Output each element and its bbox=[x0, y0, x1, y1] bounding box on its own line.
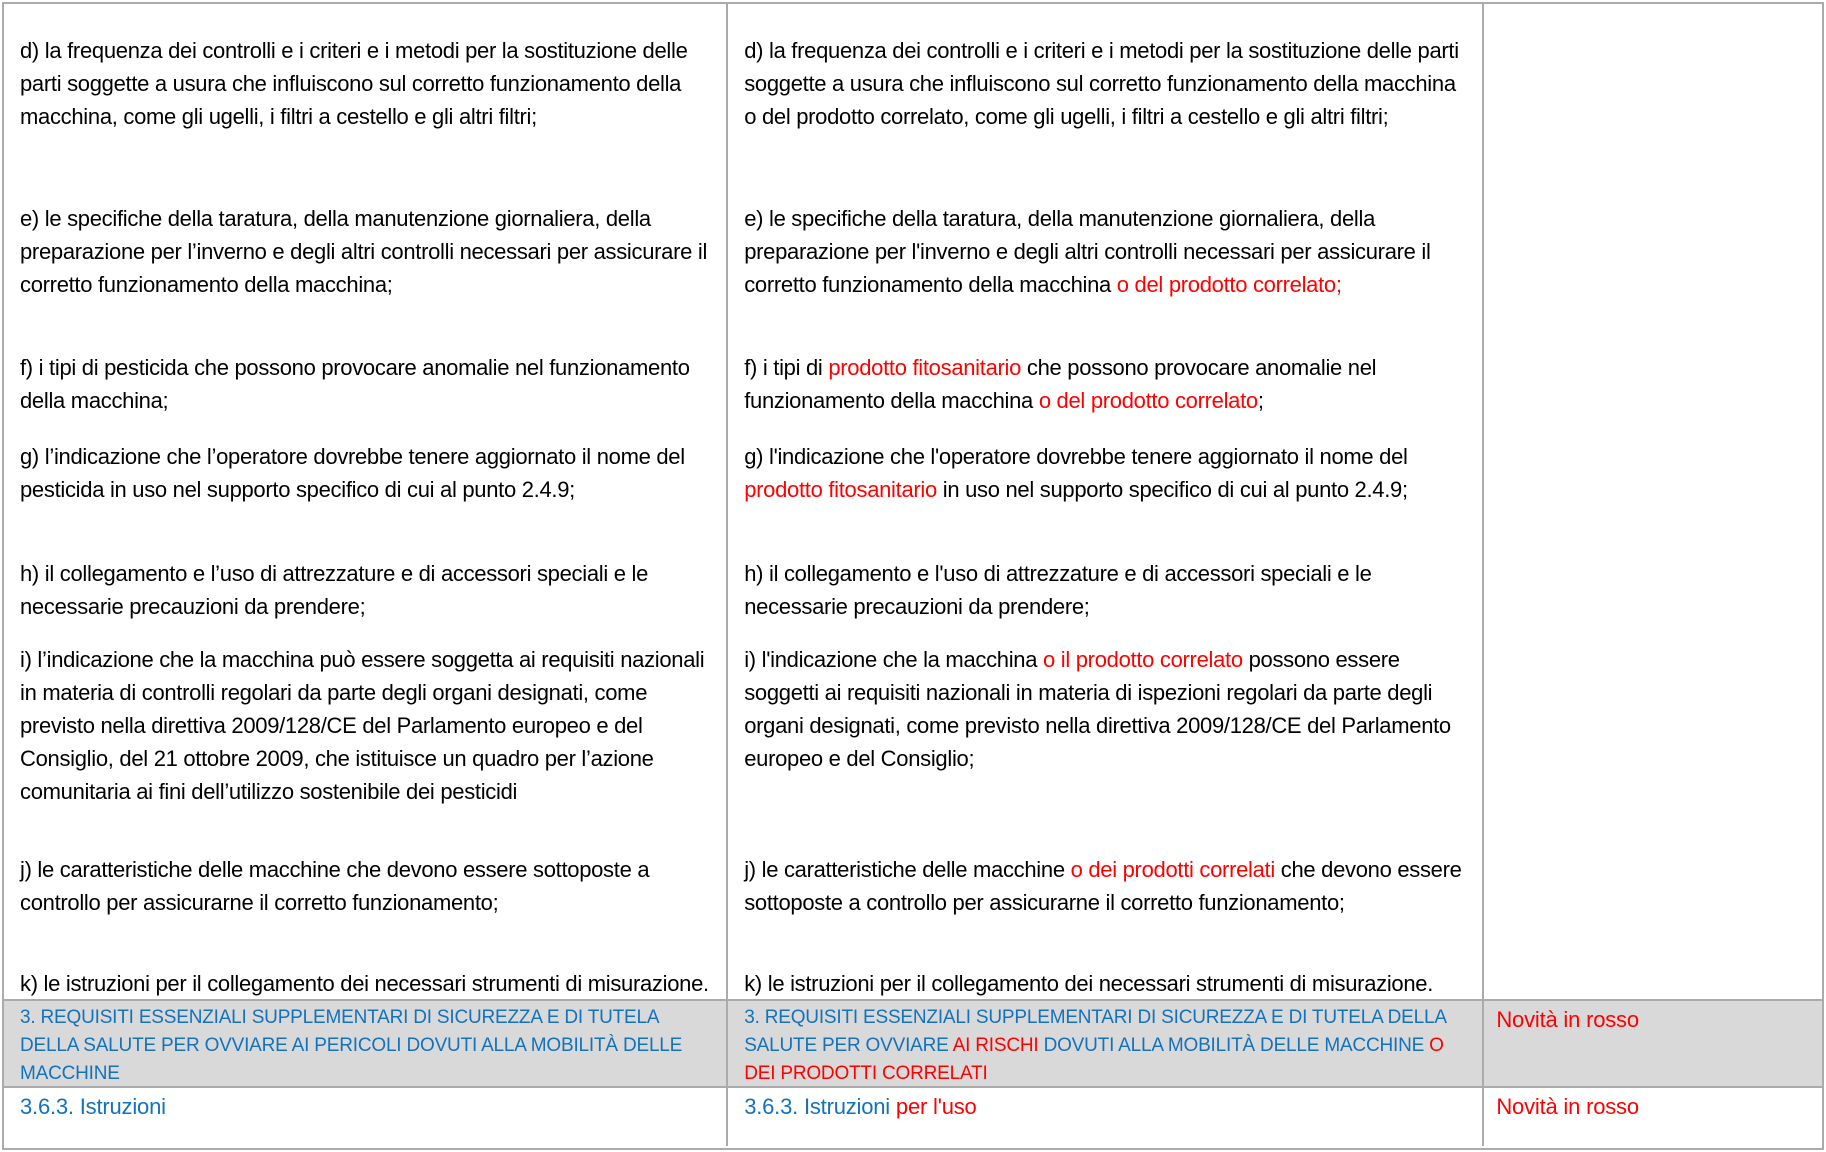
item-i-new bbox=[744, 643, 1468, 853]
subsection-new bbox=[728, 1088, 1484, 1146]
row-subsection bbox=[4, 1088, 1822, 1146]
section-heading-new bbox=[728, 1001, 1484, 1086]
item-j-new bbox=[744, 853, 1468, 967]
text-segment-black: g) l'indicazione che l'operatore dovrebbe tenere aggiornato il nome del bbox=[744, 444, 1408, 469]
text-segment-black: k) le istruzioni per il collegamento dei necessari strumenti di misurazione. bbox=[20, 971, 709, 996]
text-segment-black: ; bbox=[1257, 388, 1264, 413]
text-segment-black: j) le caratteristiche delle macchine bbox=[744, 857, 1071, 882]
text-segment-black: e) le specifiche della taratura, della manutenzione giornaliera, della preparazione per l’inverno e degli altri controlli necessari per assicurare il corretto funzionamento della macchina; bbox=[20, 206, 708, 297]
item-d-old bbox=[20, 34, 712, 202]
item-e-new bbox=[744, 202, 1468, 351]
text-segment-blue: 3.6.3. Istruzioni bbox=[20, 1094, 166, 1119]
section-heading-old bbox=[4, 1001, 728, 1086]
text-segment-red: AI RISCHI bbox=[952, 1035, 1039, 1056]
item-j-old bbox=[20, 853, 712, 967]
item-g-old bbox=[20, 440, 712, 557]
item-g-new bbox=[744, 440, 1468, 557]
text-segment-black: f) i tipi di bbox=[744, 355, 829, 380]
notes-column-empty-cell bbox=[1484, 4, 1822, 999]
subsection-note-text bbox=[1496, 1092, 1814, 1122]
section-heading-new-text bbox=[744, 1004, 1472, 1086]
text-segment-red: o dei prodotti correlati bbox=[1070, 857, 1275, 882]
item-e-old bbox=[20, 202, 712, 351]
text-segment-black: g) l’indicazione che l’operatore dovrebbe tenere aggiornato il nome del pesticida in uso nel supporto specifico di cui al punto 2.4.9; bbox=[20, 444, 685, 502]
text-segment-black: possono essere soggetti ai requisiti nazionali in materia di ispezioni regolari da parte degli organi designati, come previsto nella direttiva 2009/128/CE del Parlamento europeo e del Consiglio; bbox=[744, 647, 1451, 771]
row-section-heading bbox=[4, 1001, 1822, 1088]
item-f-old bbox=[20, 351, 712, 440]
item-h-new bbox=[744, 557, 1468, 643]
section-note-text bbox=[1496, 1005, 1814, 1035]
text-segment-blue: 3. REQUISITI ESSENZIALI SUPPLEMENTARI DI SICUREZZA E DI TUTELA DELLA SALUTE PER OVVIARE bbox=[744, 1007, 1446, 1056]
text-segment-black: i) l’indicazione che la macchina può essere soggetta ai requisiti nazionali in materia di controlli regolari da parte degli organi designati, come previsto nella direttiva 2009/128/CE del Parlamento europeo e del Consiglio, del 21 ottobre 2009, che istituisce un quadro per l’azione comunitaria ai fini dell’utilizzo sostenibile dei pesticidi bbox=[20, 647, 705, 804]
column-new-text bbox=[728, 4, 1484, 999]
text-segment-red: per l'uso bbox=[895, 1094, 977, 1119]
text-segment-blue: DOVUTI ALLA MOBILITÀ DELLE MACCHINE bbox=[1038, 1035, 1430, 1056]
subsection-note-cell bbox=[1484, 1088, 1822, 1146]
text-segment-black: j) le caratteristiche delle macchine che devono essere sottoposte a controllo per assicurarne il corretto funzionamento; bbox=[20, 857, 650, 915]
text-segment-black: e) le specifiche della taratura, della manutenzione giornaliera, della preparazione per l'inverno e degli altri controlli necessari per assicurare il corretto funzionamento della macchina bbox=[744, 206, 1431, 297]
text-segment-red: Novità in rosso bbox=[1496, 1094, 1639, 1119]
item-d-new bbox=[744, 34, 1468, 202]
item-k-old bbox=[20, 967, 712, 999]
text-segment-red: prodotto fitosanitario bbox=[744, 477, 937, 502]
text-segment-red: o del prodotto correlato bbox=[1038, 388, 1258, 413]
column-old-text bbox=[4, 4, 728, 999]
item-h-old bbox=[20, 557, 712, 643]
item-k-new bbox=[744, 967, 1468, 999]
text-segment-red: Novità in rosso bbox=[1496, 1007, 1639, 1032]
text-segment-black: k) le istruzioni per il collegamento dei necessari strumenti di misurazione. bbox=[744, 971, 1434, 996]
text-segment-blue: 3. REQUISITI ESSENZIALI SUPPLEMENTARI DI SICUREZZA E DI TUTELA DELLA SALUTE PER OVVIARE AI PERICOLI DOVUTI ALLA MOBILITÀ DELLE MACCHINE bbox=[20, 1007, 683, 1084]
subsection-old-text bbox=[20, 1092, 716, 1122]
subsection-old bbox=[4, 1088, 728, 1146]
text-segment-black: h) il collegamento e l'uso di attrezzature e di accessori speciali e le necessarie precauzioni da prendere; bbox=[744, 561, 1372, 619]
text-segment-red: O DEI PRODOTTI CORRELATI bbox=[744, 1035, 1444, 1084]
comparison-table bbox=[2, 2, 1824, 1150]
text-segment-black: che devono essere sottoposte a controllo per assicurarne il corretto funzionamento; bbox=[744, 857, 1462, 915]
section-heading-old-text bbox=[20, 1004, 716, 1086]
text-segment-black: d) la frequenza dei controlli e i criteri e i metodi per la sostituzione delle parti soggette a usura che influiscono sul corretto funzionamento della macchina o del prodotto correlato, come gli ugelli, i filtri a cestello e gli altri filtri; bbox=[744, 38, 1459, 129]
text-segment-black: i) l'indicazione che la macchina bbox=[744, 647, 1043, 672]
text-segment-blue: 3.6.3. Istruzioni bbox=[744, 1094, 896, 1119]
text-segment-black: che possono provocare anomalie nel funzionamento della macchina bbox=[744, 355, 1377, 413]
text-segment-red: prodotto fitosanitario bbox=[828, 355, 1022, 380]
text-segment-black: in uso nel supporto specifico di cui al punto 2.4.9; bbox=[936, 477, 1408, 502]
row-items bbox=[4, 4, 1822, 1001]
text-segment-red: o del prodotto correlato; bbox=[1116, 272, 1342, 297]
item-i-old bbox=[20, 643, 712, 853]
text-segment-red: o il prodotto correlato bbox=[1043, 647, 1243, 672]
text-segment-black: h) il collegamento e l’uso di attrezzature e di accessori speciali e le necessarie precauzioni da prendere; bbox=[20, 561, 649, 619]
text-segment-black: d) la frequenza dei controlli e i criteri e i metodi per la sostituzione delle parti soggette a usura che influiscono sul corretto funzionamento della macchina, come gli ugelli, i filtri a cestello e gli altri filtri; bbox=[20, 38, 688, 129]
item-f-new bbox=[744, 351, 1468, 440]
subsection-new-text bbox=[744, 1092, 1472, 1122]
section-note-cell bbox=[1484, 1001, 1822, 1086]
text-segment-black: f) i tipi di pesticida che possono provocare anomalie nel funzionamento della macchina; bbox=[20, 355, 690, 413]
